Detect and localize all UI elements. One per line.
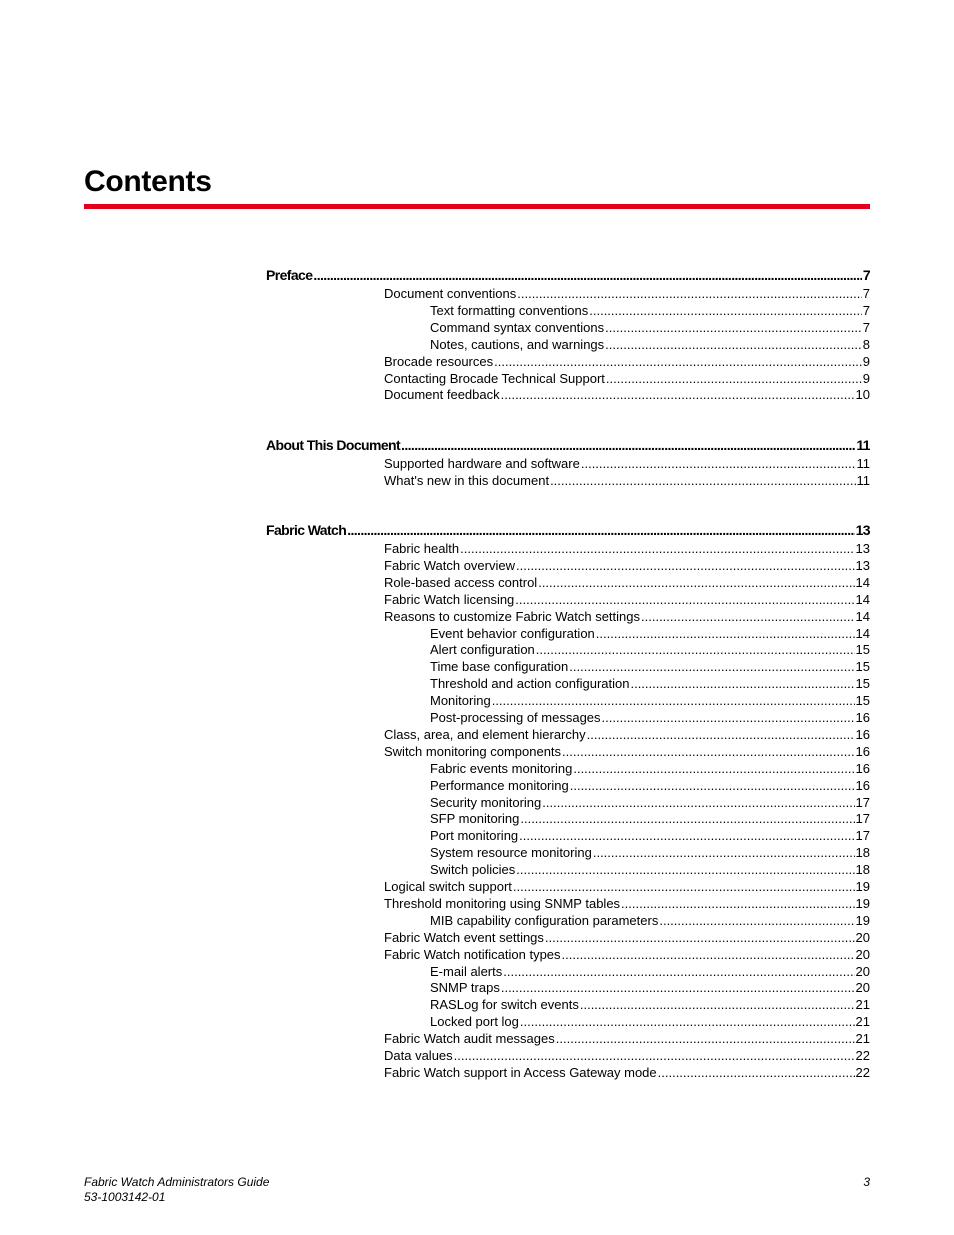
- toc-dot-leader: [658, 1064, 855, 1081]
- toc-entry-page: 21: [855, 1031, 870, 1047]
- toc-dot-leader: [570, 777, 855, 794]
- toc-dot-leader: [605, 336, 862, 353]
- toc-dot-leader: [562, 743, 855, 760]
- toc-entry-title: Document feedback: [384, 387, 500, 403]
- toc-entry-page: 13: [855, 522, 870, 538]
- toc-entry-title: Post-processing of messages: [430, 710, 601, 725]
- toc-entry[interactable]: [384, 895, 870, 912]
- toc-entry-page: 9: [862, 370, 870, 386]
- toc-entry-page: 17: [855, 811, 870, 827]
- toc-entry-page: 20: [855, 929, 870, 945]
- toc-dot-leader: [569, 658, 854, 675]
- toc-entry-title: Command syntax conventions: [430, 319, 605, 335]
- toc-dot-leader: [596, 625, 855, 642]
- footer-doc-number: 53-1003142-01: [84, 1190, 166, 1204]
- toc-entry-page: 7: [862, 267, 870, 283]
- toc-entry-title: Switch policies: [430, 862, 516, 878]
- toc-entry-page: 11: [856, 437, 870, 453]
- toc-entry[interactable]: [430, 827, 870, 844]
- toc-entry-title: Time base configuration: [430, 659, 569, 675]
- toc-entry[interactable]: [384, 726, 870, 743]
- toc-entry-title: Fabric health: [384, 541, 460, 556]
- toc-entry[interactable]: [384, 574, 870, 591]
- toc-entry-title: Data values: [384, 1048, 453, 1063]
- toc-entry-page: 14: [855, 625, 870, 641]
- toc-entry-title: SFP monitoring: [430, 811, 520, 827]
- toc-dot-leader: [517, 285, 862, 302]
- toc-entry-title: Text formatting conventions: [430, 302, 589, 318]
- toc-entry-page: 16: [855, 726, 870, 742]
- toc-entry[interactable]: [384, 557, 870, 574]
- toc-entry[interactable]: [430, 810, 870, 827]
- toc-entry-page: 7: [862, 302, 870, 318]
- toc-entry-title: Fabric Watch notification types: [384, 946, 561, 962]
- toc-dot-leader: [550, 472, 855, 489]
- toc-entry[interactable]: [430, 658, 870, 675]
- toc-entry-page: 15: [855, 659, 870, 675]
- toc-dot-leader: [602, 709, 855, 726]
- toc-entry-title: Fabric events monitoring: [430, 760, 573, 776]
- toc-entry[interactable]: [430, 692, 870, 709]
- toc-entry[interactable]: [384, 591, 870, 608]
- toc-entry-title: Contacting Brocade Technical Support: [384, 370, 605, 386]
- toc-entry[interactable]: [430, 1013, 870, 1030]
- toc-entry[interactable]: [430, 794, 870, 811]
- toc-entry-title: Brocade resources: [384, 353, 494, 369]
- toc-entry-page: 11: [856, 456, 870, 471]
- toc-entry-page: 19: [855, 912, 870, 928]
- toc-dot-leader: [587, 726, 855, 743]
- toc-dot-leader: [503, 963, 854, 980]
- toc-entry-title: Document conventions: [384, 286, 517, 301]
- toc-entry-title: About This Document: [266, 437, 401, 453]
- toc-entry-page: 22: [855, 1064, 870, 1080]
- toc-entry-page: 14: [855, 608, 870, 624]
- toc-entry-page: 20: [855, 980, 870, 996]
- toc-entry[interactable]: [430, 675, 870, 692]
- toc-entry-page: 17: [855, 794, 870, 810]
- toc-dot-leader: [515, 591, 854, 608]
- toc-entry-title: Performance monitoring: [430, 777, 569, 793]
- toc-dot-leader: [492, 692, 855, 709]
- toc-dot-leader: [520, 810, 854, 827]
- toc-entry[interactable]: [430, 760, 870, 777]
- toc-dot-leader: [519, 827, 854, 844]
- toc-entry[interactable]: [384, 370, 870, 387]
- toc-entry-page: 15: [855, 693, 870, 709]
- toc-entry-page: 20: [855, 963, 870, 979]
- toc-entry-title: Locked port log: [430, 1014, 519, 1030]
- toc-entry[interactable]: [384, 1064, 870, 1081]
- toc-dot-leader: [494, 353, 862, 370]
- toc-entry[interactable]: [430, 319, 870, 336]
- toc-entry-title: Threshold monitoring using SNMP tables: [384, 895, 621, 911]
- toc-entry-page: 21: [855, 997, 870, 1013]
- toc-entry-title: Supported hardware and software: [384, 456, 580, 471]
- toc-chapter-entry[interactable]: [266, 436, 870, 454]
- toc-dot-leader: [545, 929, 855, 946]
- toc-dot-leader: [501, 979, 855, 996]
- toc-entry-title: Switch monitoring components: [384, 743, 562, 759]
- toc-dot-leader: [589, 302, 862, 319]
- toc-entry[interactable]: [430, 625, 870, 642]
- toc-dot-leader: [581, 455, 856, 472]
- toc-entry-title: Port monitoring: [430, 828, 519, 844]
- toc-dot-leader: [538, 574, 854, 591]
- toc-entry-page: 9: [862, 353, 870, 369]
- toc-entry-page: 14: [855, 591, 870, 607]
- toc-entry-page: 15: [855, 676, 870, 692]
- toc-entry-page: 20: [855, 946, 870, 962]
- toc-entry-page: 18: [855, 862, 870, 878]
- toc-dot-leader: [641, 608, 855, 625]
- toc-entry-title: Security monitoring: [430, 794, 542, 810]
- toc-entry-page: 14: [855, 574, 870, 590]
- toc-dot-leader: [313, 266, 861, 284]
- toc-entry[interactable]: [384, 455, 870, 472]
- toc-entry-title: System resource monitoring: [430, 845, 592, 861]
- toc-entry[interactable]: [384, 929, 870, 946]
- toc-entry-title: Fabric Watch audit messages: [384, 1031, 555, 1047]
- toc-entry[interactable]: [430, 963, 870, 980]
- toc-entry[interactable]: [430, 844, 870, 861]
- toc-entry-page: 11: [856, 472, 870, 488]
- toc-entry-page: 19: [855, 895, 870, 911]
- toc-entry-page: 10: [855, 387, 870, 403]
- toc-entry-page: 8: [862, 336, 870, 352]
- toc-entry-title: SNMP traps: [430, 980, 500, 996]
- toc-entry[interactable]: [430, 996, 870, 1013]
- toc-entry[interactable]: [384, 1047, 870, 1064]
- toc-entry-page: 22: [855, 1048, 870, 1063]
- toc-entry-page: 16: [855, 777, 870, 793]
- toc-entry[interactable]: [384, 540, 870, 557]
- toc-entry-page: 7: [862, 286, 870, 301]
- toc-entry-title: Class, area, and element hierarchy: [384, 726, 586, 742]
- toc-dot-leader: [516, 557, 855, 574]
- toc-entry-page: 17: [855, 828, 870, 844]
- toc-dot-leader: [513, 878, 855, 895]
- toc-entry-title: Logical switch support: [384, 879, 512, 894]
- toc-dot-leader: [454, 1047, 855, 1064]
- toc-entry-title: MIB capability configuration parameters: [430, 912, 659, 928]
- toc-dot-leader: [593, 844, 855, 861]
- toc-entry[interactable]: [430, 302, 870, 319]
- toc-entry-page: 18: [855, 845, 870, 861]
- toc-dot-leader: [501, 386, 855, 403]
- toc-entry-title: Fabric Watch support in Access Gateway mode: [384, 1064, 657, 1080]
- toc-chapter-entry[interactable]: [266, 266, 870, 284]
- toc-entry[interactable]: [384, 946, 870, 963]
- toc-dot-leader: [659, 912, 854, 929]
- toc-entry[interactable]: [430, 709, 870, 726]
- toc-entry-title: Notes, cautions, and warnings: [430, 336, 605, 352]
- toc-entry-page: 15: [855, 642, 870, 658]
- toc-dot-leader: [580, 996, 855, 1013]
- toc-entry[interactable]: [430, 777, 870, 794]
- toc-entry-page: 21: [855, 1014, 870, 1030]
- toc-entry-page: 16: [855, 743, 870, 759]
- toc-entry-title: Role-based access control: [384, 574, 538, 590]
- toc-entry-title: Alert configuration: [430, 642, 535, 658]
- toc-entry[interactable]: [384, 608, 870, 625]
- toc-dot-leader: [401, 436, 855, 454]
- page-title: Contents: [84, 165, 212, 198]
- toc-entry-title: Fabric Watch licensing: [384, 591, 515, 607]
- toc-entry[interactable]: [384, 1030, 870, 1047]
- toc-entry-page: 13: [855, 557, 870, 573]
- toc-entry-page: 19: [855, 879, 870, 894]
- toc-dot-leader: [573, 760, 854, 777]
- toc-dot-leader: [542, 794, 854, 811]
- toc-entry-title: What's new in this document: [384, 472, 550, 488]
- toc-entry[interactable]: [430, 336, 870, 353]
- toc-dot-leader: [556, 1030, 855, 1047]
- toc-entry-title: Fabric Watch overview: [384, 557, 515, 573]
- toc-entry-title: Reasons to customize Fabric Watch settings: [384, 608, 641, 624]
- toc-dot-leader: [630, 675, 854, 692]
- footer-page-number: 3: [863, 1175, 870, 1189]
- toc-entry-title: Preface: [266, 267, 313, 283]
- toc-chapter-entry[interactable]: [266, 521, 870, 539]
- toc-entry[interactable]: [430, 641, 870, 658]
- toc-entry-title: Event behavior configuration: [430, 625, 595, 641]
- toc-entry[interactable]: [384, 878, 870, 895]
- toc-dot-leader: [562, 946, 855, 963]
- toc-dot-leader: [520, 1013, 855, 1030]
- toc-entry-page: 16: [855, 760, 870, 776]
- toc-entry[interactable]: [430, 861, 870, 878]
- toc-dot-leader: [536, 641, 855, 658]
- toc-dot-leader: [347, 521, 854, 539]
- toc-entry-title: Fabric Watch event settings: [384, 929, 544, 945]
- toc-entry[interactable]: [430, 912, 870, 929]
- toc-entry[interactable]: [384, 285, 870, 302]
- toc-entry-page: 7: [862, 319, 870, 335]
- toc-dot-leader: [516, 861, 854, 878]
- toc-dot-leader: [460, 540, 854, 557]
- toc-entry-title: Fabric Watch: [266, 522, 347, 538]
- toc-entry[interactable]: [384, 472, 870, 489]
- toc-entry-title: Threshold and action configuration: [430, 676, 630, 692]
- toc-entry-page: 13: [855, 541, 870, 556]
- toc-entry[interactable]: [384, 743, 870, 760]
- toc-entry-page: 16: [855, 710, 870, 725]
- toc-dot-leader: [621, 895, 854, 912]
- toc-entry-title: E-mail alerts: [430, 963, 503, 979]
- toc-dot-leader: [606, 370, 862, 387]
- toc-entry-title: Monitoring: [430, 693, 491, 709]
- toc-entry[interactable]: [384, 353, 870, 370]
- toc-entry[interactable]: [384, 386, 870, 403]
- toc-dot-leader: [605, 319, 862, 336]
- toc-entry[interactable]: [430, 979, 870, 996]
- toc-entry-title: RASLog for switch events: [430, 997, 579, 1013]
- footer-doc-title: Fabric Watch Administrators Guide: [84, 1175, 270, 1189]
